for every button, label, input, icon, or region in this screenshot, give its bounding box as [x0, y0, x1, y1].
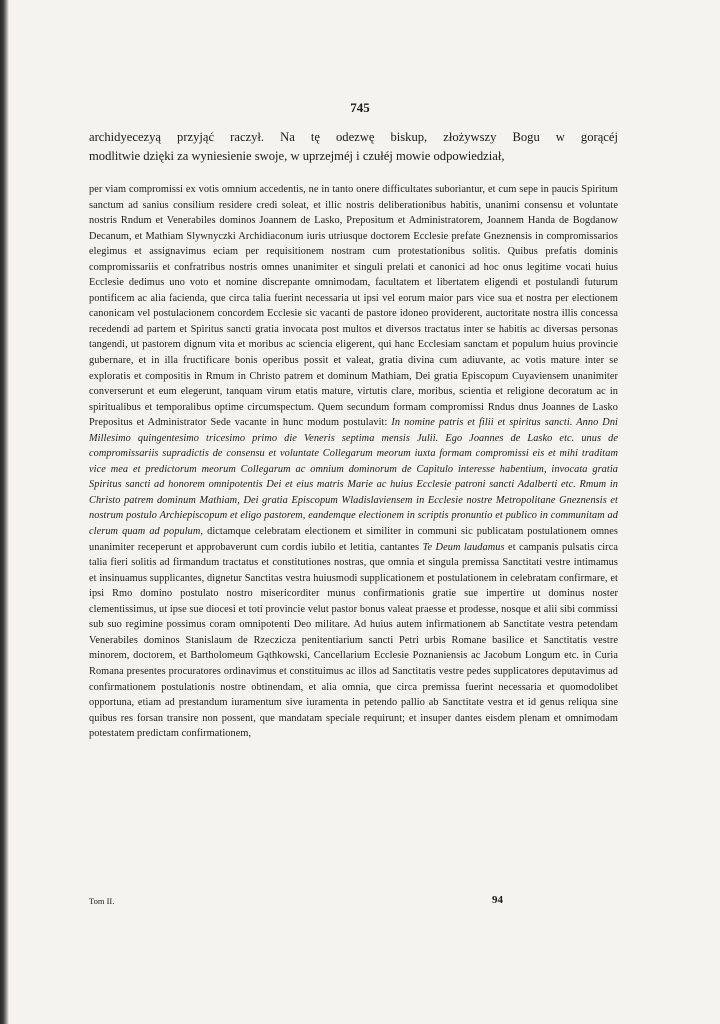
polish-intro — [89, 128, 618, 166]
latin-text-part-1: per viam compromissi ex votis omnium accedentis, ne in tanto onere difficultates suboriantur, et cum sepe in paucis Spiritum sanctum ad sanius consilium residere credi soleat, et illic nostris deliberationibus habitis, unanimi consensu et voluntate nostris Rndum et Venerabiles dominos Joannem de Lasko, Prepositum et Administratorem, Joannem Handa de Bogdanow Decanum, et Mathiam Slywnyczki Archidiaconum iuris utriusque doctorem Ecclesie prefate Gneznensis in compromissarios elegimus et assignavimus eciam per requisitionem nostram cum protestationibus solitis. Quibus prefatis dominis compromissariis et confratribus nostris omnes unanimiter et singuli prelati et canonici ad hoc onus legitime vocati huius Ecclesie dedimus uno voto et nomine discrepante omnimodam, facultatem et libertatem eligendi et postulandi futurum pontificem ac alia facienda, que circa talia fuerint necessaria ut ipsi vel eorum maior pars vice sua et nostra per electionem canonicam vel postulacionem concordem Ecclesie sic vacanti de pastore idoneo providerent, auctoritate nostra illis concessa recedendi ad partem et Spiritus sancti gratia invocata post multos et diversos tractatus inter se habitis ac diversas personas tangendi, ut pastorem dignum vita et moribus ac sciencia eligerent, qui hanc Ecclesiam sanctam et populum huius provincie gubernare, et in illa fructificare bonis operibus possit et valeat, gratia divina cum adiuvante, ac votis mature inter se exploratis et compositis in Rmum in Christo patrem et dominum Mathiam, Dei gratia Episcopum Cuyaviensem unanimiter converserunt et eum elegerunt, tanquam virum etatis mature, virtutis clare, moribus, scientia et religione decoratum ac in spiritualibus et temporalibus optime circumspectum. Quem secundum formam compromissi Rndus dnus Joannes de Lasko Prepositus et Administrator Sede vacante in hunc modum postulavit: — [89, 184, 618, 429]
latin-text-part-2: dictamque celebratam electionem et similiter in communi sic publicatam postulationem omnes unanimiter receperunt et approbaverunt cum cordis iubilo et letitia, cantantes — [89, 526, 619, 553]
latin-paragraph — [89, 182, 618, 742]
latin-document-text — [89, 182, 618, 742]
page-number: 745 — [350, 100, 370, 115]
latin-italic-te-deum: Te Deum laudamus — [422, 541, 505, 553]
scan-left-edge — [0, 0, 9, 1024]
intro-line-2: modlitwie dzięki za wyniesienie swoje, w uprzejméj i czułéj mowie odpowiedział, — [89, 149, 505, 163]
footer-volume: Tom II. — [89, 896, 115, 906]
latin-italic-postulation: In nomine patris et filii et spiritus sancti. Anno Dni Millesimo quingentesimo tricesimo primo die Veneris septima mensis Julii. Ego Joannes de Lasko etc. unus de compromissariis supradictis de consensu et voluntate Collegarum meorum iuxta formam compromissi eis et mihi traditam vice mea et predictorum meorum Collegarum ac omnium dominorum de Capitulo interesse habentium, invocata gratia Spiritus sancti ad honorem omnipotentis Dei et eius matris Marie ac huius Ecclesie patroni sancti Adalberti etc. Rmum in Christo patrem dominum Mathiam, Dei gratia Episcopum Wladislaviensem in Ecclesie nostre Metropolitane Gneznensis et nostrum postulo Archiepiscopum et eligo pastorem, eandemque electionem in scriptis pronuntio et publico in communitam ad clerum quam ad populum, — [89, 417, 618, 538]
intro-line-1: archidyecezyą przyjąć raczył. Na tę odezwę biskup, złożywszy Bogu w gorącéj — [89, 130, 618, 144]
footer-signature: 94 — [492, 894, 503, 906]
latin-text-part-3: et campanis pulsatis circa talia fieri solitis ad firmandum tractatus et constitutiones nostras, que omnia et singula premissa Sanctitati vestre intimamus et insinuamus supplicantes, dignetur Sanctitas vestra huiusmodi supplicationem et postulationem in celebratam confirmare, et ipsi Rmo domino postulato nostro misericorditer munus confirmationis gratie sue impertire ut dominus noster clementissimus, ut ipse sue diocesi et toti provincie velut pastor bonus valeat praesse et prodesse, nosque et alii sibi commissi sub suo regimine possimus coram omnipotenti Deo militare. Ad huius autem infirmationem ab Sanctitate vestra petendam Venerabiles dominos Stanislaum de Rzeczicza penitentiarium sancti Petri urbis Romane basilice et Sanctitatis vestre minorem, doctorem, et Bartholomeum Gąthkowski, Cancellarium Ecclesie Poznaniensis ac Jacobum Longum etc. in Curia Romana presentes procuratores ordinavimus et constituimus ac illos ad Sanctitatis vestre pedes supplicatores deputavimus ad confirmationem postulationis nostre obtinendam, et alia omnia, que circa premissa fuerint necessaria et quomodolibet opportuna, etiam ad prestandum iuramentum sive iuramenta in petendo pallio ab Sanctitate vestra et id genus reliqua sine quibus res forsan transire non possent, que mandatam speciale requirunt; et insuper dantes eisdem plenam et omnimodam potestatem predictam confirmationem, — [89, 541, 618, 740]
